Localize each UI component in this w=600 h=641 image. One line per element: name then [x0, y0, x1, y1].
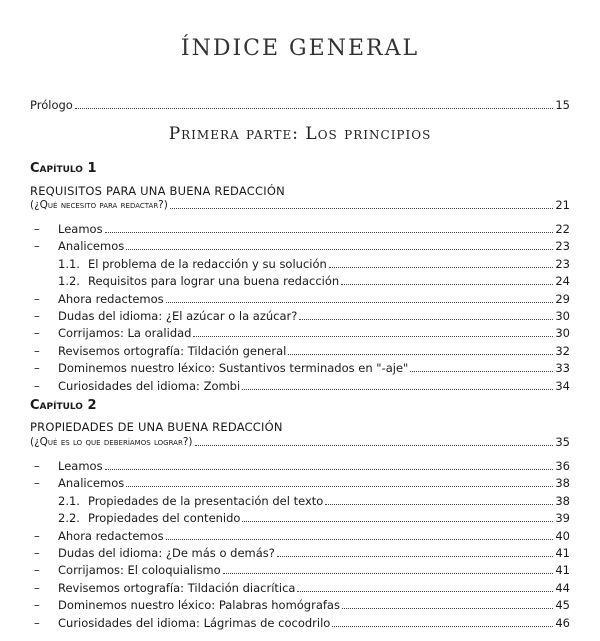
toc-entry-page: 41 [555, 563, 570, 578]
bullet-dash: – [34, 546, 40, 560]
toc-entry-page: 44 [555, 580, 570, 595]
toc-entry[interactable] [58, 292, 570, 306]
toc-entry[interactable] [58, 326, 570, 340]
toc-entry-page: 39 [555, 511, 570, 526]
bullet-dash: – [34, 361, 40, 376]
toc-entry-page: 30 [555, 326, 570, 341]
toc-entry-label: Curiosidades del idioma: Lágrimas de cocodrilo [58, 615, 331, 630]
leader-dots [223, 573, 554, 574]
leader-dots [329, 267, 554, 268]
section-number: 2.1. [58, 493, 80, 508]
toc-entry-label: Corrijamos: La oralidad [58, 326, 192, 341]
toc-entry-label: Analicemos [58, 476, 125, 491]
part-title: Primera parte: Los principios [168, 124, 432, 144]
toc-entry-label: Ahora redactemos [58, 528, 164, 543]
bullet-dash: – [34, 343, 40, 358]
toc-entry-label: Prólogo [30, 98, 73, 112]
toc-entry-page: 40 [555, 528, 570, 543]
toc-entry[interactable] [58, 598, 570, 612]
toc-entry-page: 32 [555, 343, 570, 358]
bullet-dash: – [34, 528, 40, 543]
chapter-heading: Capítulo 2 [30, 398, 97, 413]
page-title: ÍNDICE GENERAL [180, 36, 420, 61]
toc-entry[interactable] [58, 476, 570, 490]
leader-dots [299, 319, 553, 320]
toc-entry-label: (¿Qué es lo que deberíamos lograr?) [30, 436, 193, 448]
toc-entry-label: Dominemos nuestro léxico: Sustantivos terminados en "-aje" [58, 361, 409, 376]
toc-entry-label: Propiedades de la presentación del texto [88, 493, 324, 508]
toc-entry[interactable] [58, 511, 570, 525]
toc-entry-page: 38 [555, 493, 570, 508]
bullet-dash: – [34, 239, 40, 254]
toc-entry[interactable] [58, 616, 570, 630]
toc-entry-label: Dudas del idioma: ¿De más o demás? [58, 546, 275, 560]
toc-entry-page: 24 [555, 274, 570, 289]
toc-entry-question[interactable] [30, 198, 570, 212]
section-number: 1.1. [58, 256, 80, 271]
chapter-heading: Capítulo 1 [30, 161, 97, 176]
leader-dots [166, 302, 554, 303]
leader-dots [325, 504, 553, 505]
toc-entry-page: 23 [555, 256, 570, 271]
toc-entry-page: 21 [555, 198, 570, 212]
bullet-dash: – [34, 378, 40, 393]
leader-dots [277, 556, 553, 557]
leader-dots [297, 591, 553, 592]
toc-entry-page: 38 [555, 476, 570, 491]
toc-entry-label: Dudas del idioma: ¿El azúcar o la azúcar? [58, 309, 298, 323]
toc-entry[interactable] [58, 494, 570, 508]
toc-entry[interactable] [58, 361, 570, 375]
section-number: 2.2. [58, 511, 80, 526]
chapter-subtitle: PROPIEDADES DE UNA BUENA REDACCIÓN [30, 420, 283, 434]
bullet-dash: – [34, 615, 40, 630]
toc-entry[interactable] [58, 546, 570, 560]
toc-entry-page: 46 [555, 615, 570, 630]
toc-entry[interactable] [58, 257, 570, 271]
toc-entry[interactable] [58, 239, 570, 253]
toc-entry-label: Leamos [58, 459, 103, 473]
leader-dots [288, 354, 553, 355]
toc-entry-label: Leamos [58, 222, 103, 236]
toc-entry-page: 30 [555, 309, 570, 323]
leader-dots [195, 445, 554, 446]
bullet-dash: – [34, 222, 40, 236]
toc-entry[interactable] [58, 344, 570, 358]
leader-dots [193, 336, 553, 337]
toc-entry-label: Analicemos [58, 239, 125, 254]
toc-entry-page: 41 [555, 546, 570, 560]
bullet-dash: – [34, 476, 40, 491]
toc-entry-label: Ahora redactemos [58, 291, 164, 306]
toc-entry-label: Revisemos ortografía: Tildación general [58, 343, 287, 358]
toc-entry-page: 33 [555, 361, 570, 376]
toc-entry[interactable] [58, 379, 570, 393]
toc-entry-page: 29 [555, 291, 570, 306]
toc-entry-label: Requisitos para lograr una buena redacción [88, 274, 340, 289]
toc-entry-page: 35 [555, 435, 570, 449]
leader-dots [342, 608, 553, 609]
toc-entry-page: 23 [555, 239, 570, 254]
leader-dots [341, 284, 553, 285]
toc-entry-page: 34 [555, 378, 570, 393]
bullet-dash: – [34, 563, 40, 578]
toc-entry[interactable] [58, 529, 570, 543]
toc-entry-page: 22 [555, 222, 570, 236]
toc-entry[interactable] [58, 581, 570, 595]
leader-dots [126, 486, 553, 487]
bullet-dash: – [34, 309, 40, 323]
toc-entry-label: Curiosidades del idioma: Zombi [58, 378, 241, 393]
toc-entry-label: El problema de la redacción y su solución [88, 256, 327, 271]
toc-entry-question[interactable] [30, 435, 570, 449]
toc-entry[interactable] [58, 563, 570, 577]
leader-dots [410, 371, 553, 372]
toc-entry-prologue[interactable] [30, 98, 570, 112]
leader-dots [242, 389, 553, 390]
bullet-dash: – [34, 459, 40, 473]
leader-dots [105, 232, 554, 233]
toc-entry[interactable] [58, 459, 570, 473]
toc-entry-page: 36 [555, 459, 570, 473]
bullet-dash: – [34, 580, 40, 595]
toc-entry-page: 15 [555, 98, 570, 112]
toc-entry[interactable] [58, 222, 570, 236]
leader-dots [170, 208, 554, 209]
leader-dots [166, 539, 554, 540]
bullet-dash: – [34, 598, 40, 613]
toc-entry[interactable] [58, 309, 570, 323]
bullet-dash: – [34, 291, 40, 306]
leader-dots [75, 108, 554, 109]
leader-dots [126, 249, 553, 250]
toc-entry-label: Corrijamos: El coloquialismo [58, 563, 221, 578]
toc-entry-page: 45 [555, 598, 570, 613]
chapter-subtitle: REQUISITOS PARA UNA BUENA REDACCIÓN [30, 184, 285, 198]
toc-entry-label: (¿Qué necesito para redactar?) [30, 199, 168, 211]
leader-dots [242, 521, 553, 522]
toc-entry-label: Revisemos ortografía: Tildación diacrítica [58, 580, 296, 595]
bullet-dash: – [34, 326, 40, 341]
toc-entry[interactable] [58, 274, 570, 288]
leader-dots [105, 469, 554, 470]
section-number: 1.2. [58, 274, 80, 289]
toc-entry-label: Dominemos nuestro léxico: Palabras homógrafas [58, 598, 340, 613]
leader-dots [332, 626, 553, 627]
toc-entry-label: Propiedades del contenido [88, 511, 241, 526]
